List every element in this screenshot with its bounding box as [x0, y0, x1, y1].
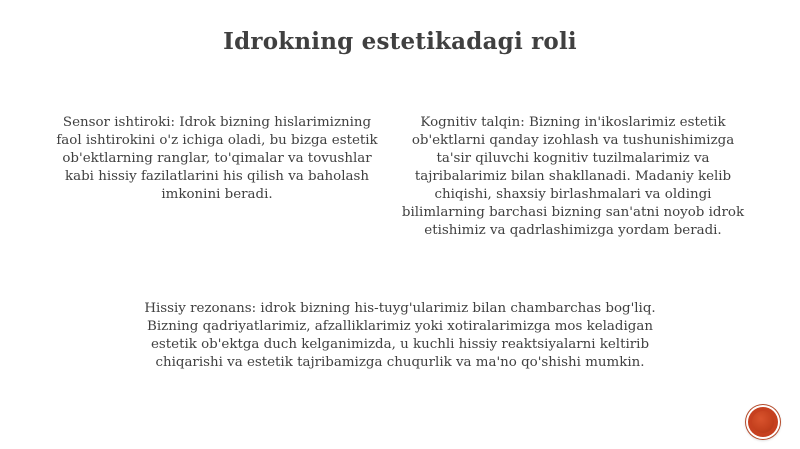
slide-title: Idrokning estetikadagi roli: [223, 28, 577, 55]
circle-nav-icon: [752, 411, 774, 433]
cognitive-paragraph: Kognitiv talqin: Bizning in'ikoslarimiz estetik ob'ektlarni qanday izohlash va tushunishimizga ta'sir qiluvchi kognitiv tuzilmalarimiz va tajribalarimiz bilan shakllanadi. Madaniy kelib chiqishi, shaxsiy birlashmalari va oldingi bilimlarning barchasi bizning san'atni noyob idrok etishimiz va qadrlashimizga yordam beradi.: [401, 115, 745, 238]
sensory-paragraph: Sensor ishtiroki: Idrok bizning hislarimizning faol ishtirokini o'z ichiga oladi, bu bizga estetik ob'ektlarning ranglar, to'qimalar va tovushlar kabi hissiy fazilatlarini his qilish va baholash imkonini beradi.: [56, 115, 378, 202]
next-slide-button[interactable]: [748, 407, 778, 437]
emotional-paragraph: Hissiy rezonans: idrok bizning his-tuyg'ularimiz bilan chambarchas bog'liq. Bizning qadriyatlarimiz, afzalliklarimiz yoki xotiralarimizga mos keladigan estetik ob'ektga duch kelganimizda, u kuchli hissiy reaktsiyalarni keltirib chiqarishi va estetik tajribamizga chuqurlik va ma'no qo'shishi mumkin.: [144, 301, 656, 370]
